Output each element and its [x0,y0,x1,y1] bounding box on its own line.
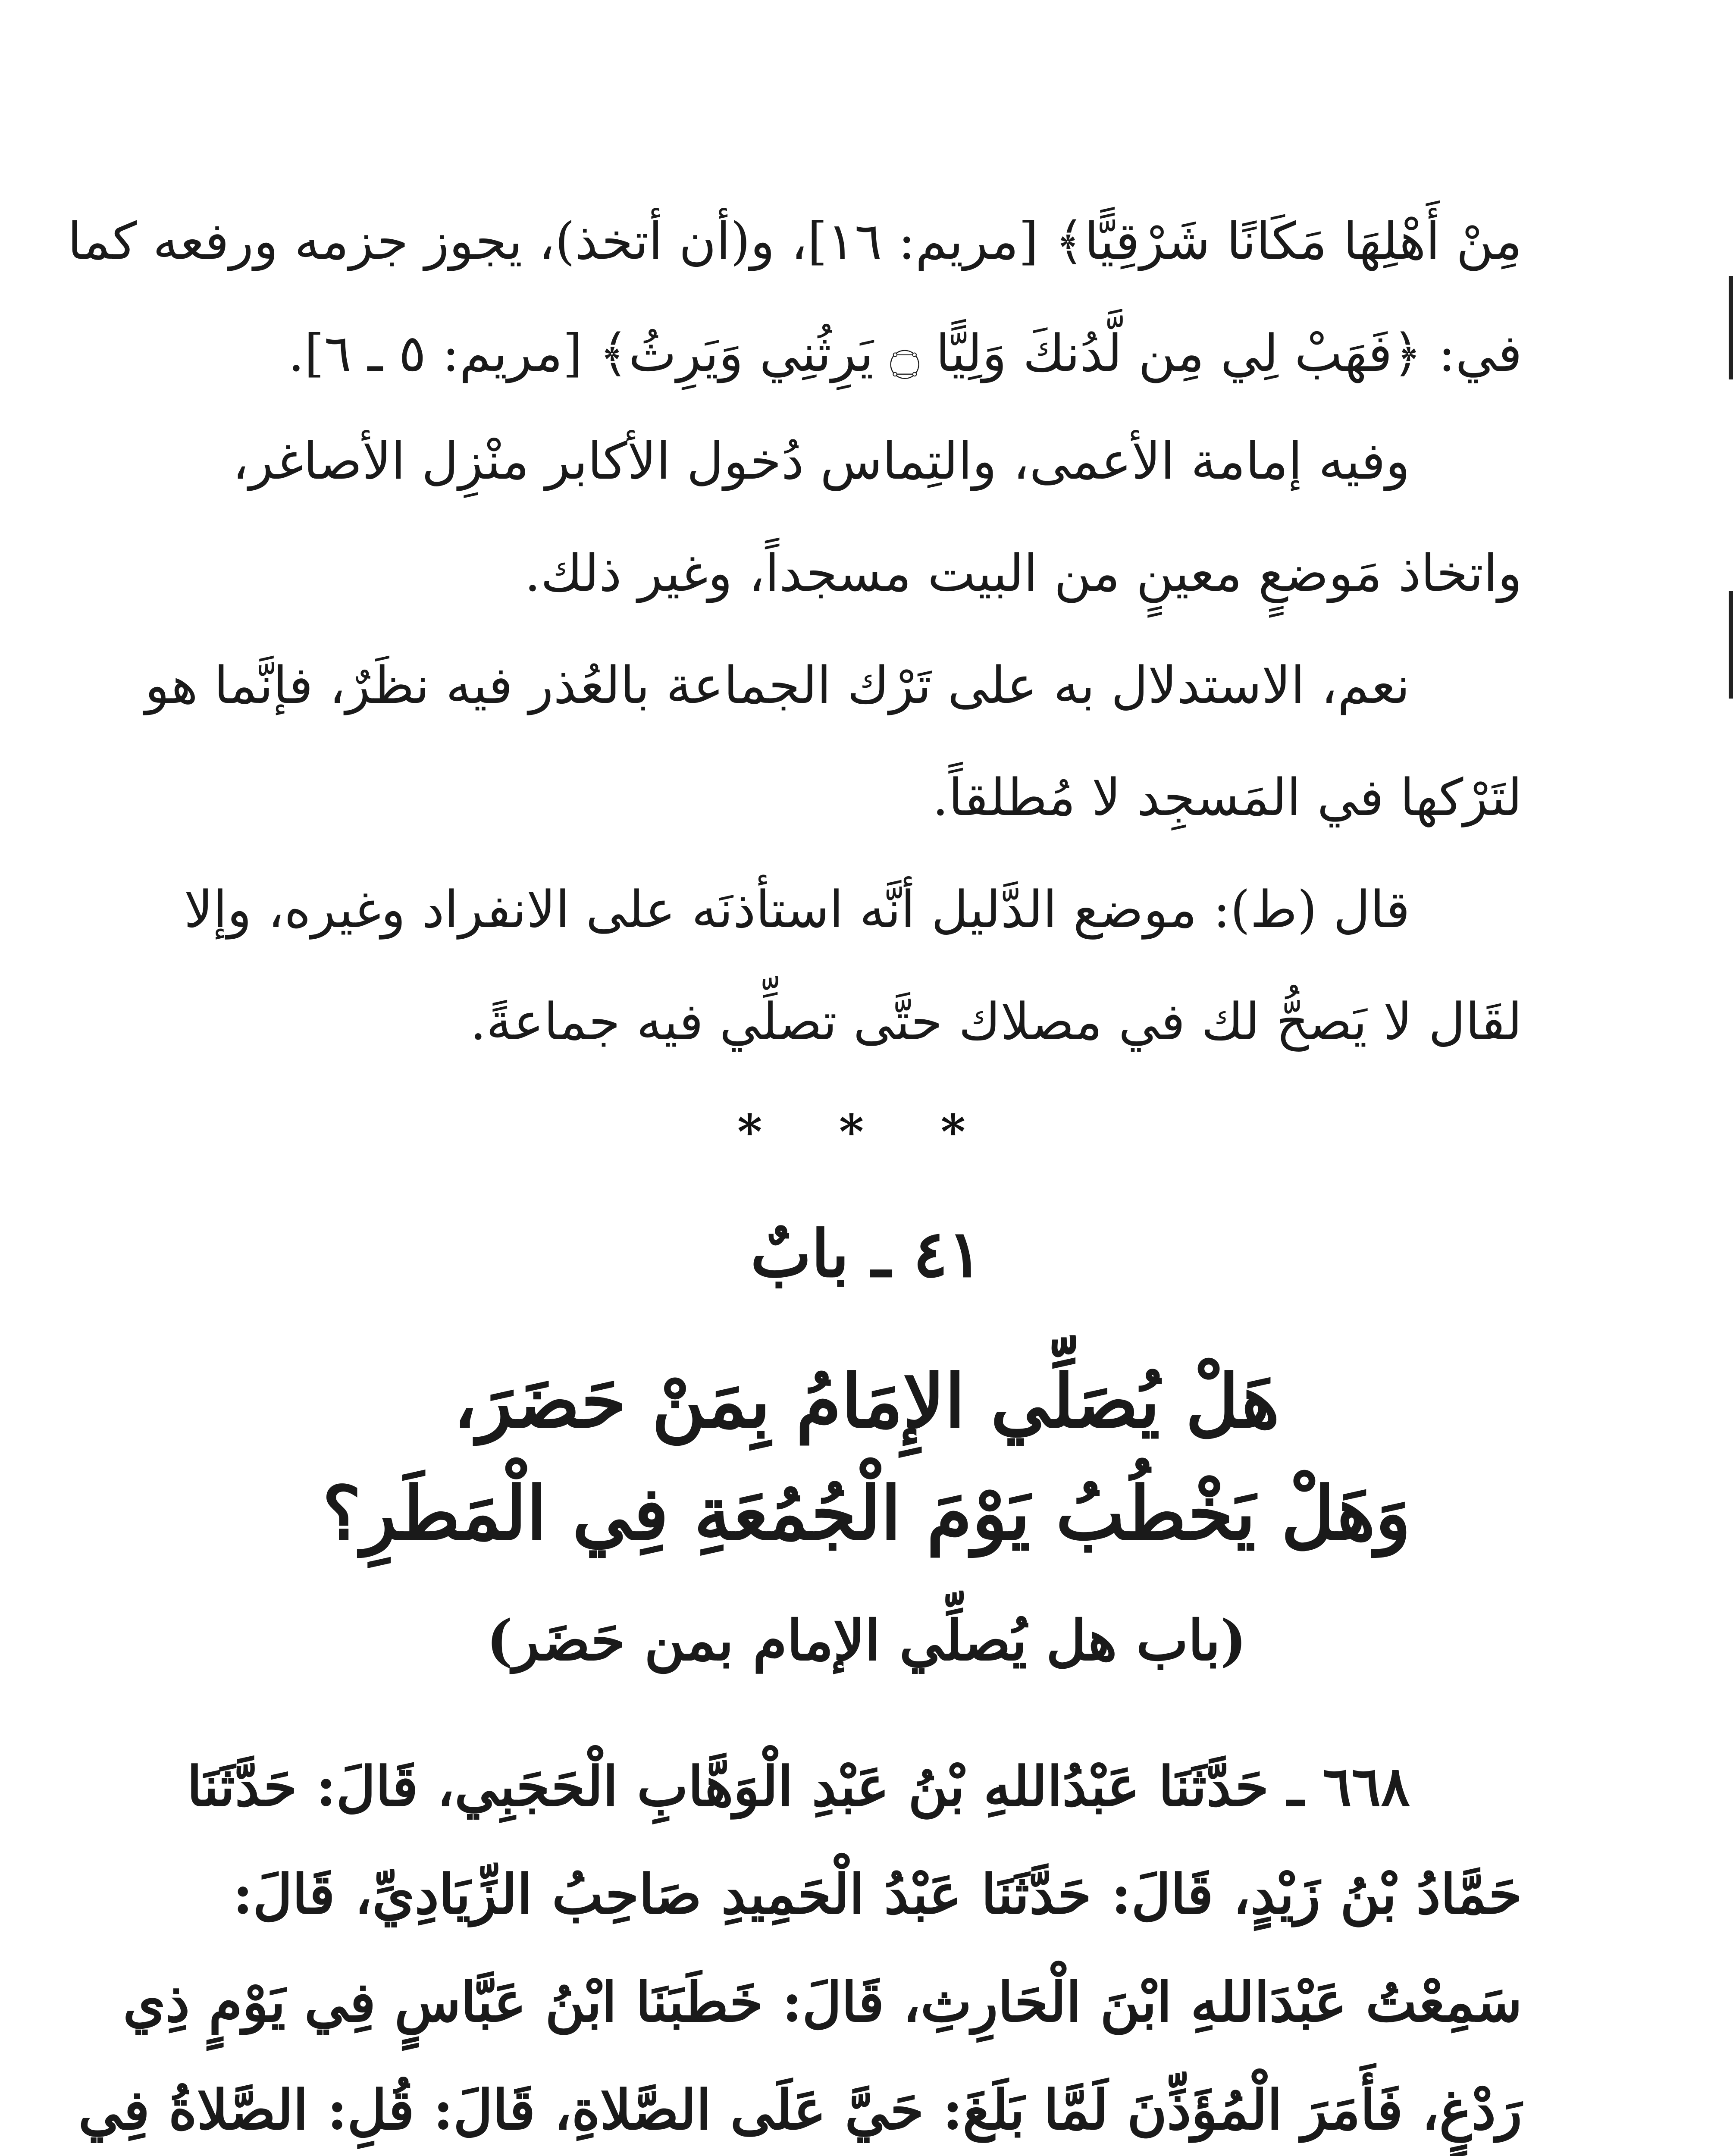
margin-mark-top [1729,276,1733,379]
section-separator: * * * [737,1104,996,1159]
commentary-line: واتخاذ مَوضعٍ معينٍ من البيت مسجداً، وغير ذلك. [524,543,1522,603]
margin-mark-middle [1729,591,1733,699]
commentary-line: في: ﴿فَهَبْ لِي مِن لَّدُنكَ وَلِيًّا ۝ يَرِثُنِي وَيَرِثُ﴾ [مريم: ٥ ـ ٦]. [288,323,1522,383]
commentary-line: لقَال لا يَصحُّ لك في مصلاك حتَّى تصلِّي فيه جماعةً. [470,992,1522,1051]
commentary-line: وفيه إمامة الأعمى، والتِماس دُخول الأكابر منْزِل الأصاغر، [232,431,1410,491]
chapter-title-line-2: وَهَلْ يَخْطُبُ يَوْمَ الْجُمُعَةِ فِي الْمَطَرِ؟ [322,1470,1411,1557]
hadith-block [67,0,1522,2156]
commentary-line: مِنْ أَهْلِهَا مَكَانًا شَرْقِيًّا﴾ [مريم: ١٦]، و(أن أتخذ)، يجوز جزمه ورفعه كما [67,211,1522,271]
hadith-line: سَمِعْتُ عَبْدَاللهِ ابْنَ الْحَارِثِ، قَالَ: خَطَبَنَا ابْنُ عَبَّاسٍ فِي يَوْمٍ ذِي [123,1970,1522,2034]
commentary-line: قال (ط): موضع الدَّليل أنَّه استأذنَه على الانفراد وغيره، وإلا [184,880,1410,939]
hadith-line: حَمَّادُ بْنُ زَيْدٍ، قَالَ: حَدَّثَنَا عَبْدُ الْحَمِيدِ صَاحِبُ الزِّيَادِيِّ، قَالَ: [233,1862,1522,1926]
commentary-line: لتَرْكها في المَسجِد لا مُطلقاً. [932,768,1522,827]
hadith-line: ٦٦٨ ـ حَدَّثَنَا عَبْدُاللهِ بْنُ عَبْدِ الْوَهَّابِ الْحَجَبِي، قَالَ: حَدَّثَنَا [187,1755,1410,1818]
chapter-title-line-1: هَلْ يُصَلِّي الإِمَامُ بِمَنْ حَضَرَ، [453,1358,1280,1445]
hadith-line: رَدْغٍ، فَأَمَرَ الْمُؤَذِّنَ لَمَّا بَلَغَ: حَيَّ عَلَى الصَّلاةِ، قَالَ: قُلِ: الصَّلاةُ فِي [78,2078,1522,2142]
chapter-number: ٤١ ـ بابٌ [750,1216,983,1292]
chapter-subtitle: (باب هل يُصلِّي الإمام بمن حَضَر) [486,1608,1247,1673]
commentary-line: نعم، الاستدلال به على تَرْك الجماعة بالعُذر فيه نظَرٌ، فإنَّما هو [144,655,1410,715]
